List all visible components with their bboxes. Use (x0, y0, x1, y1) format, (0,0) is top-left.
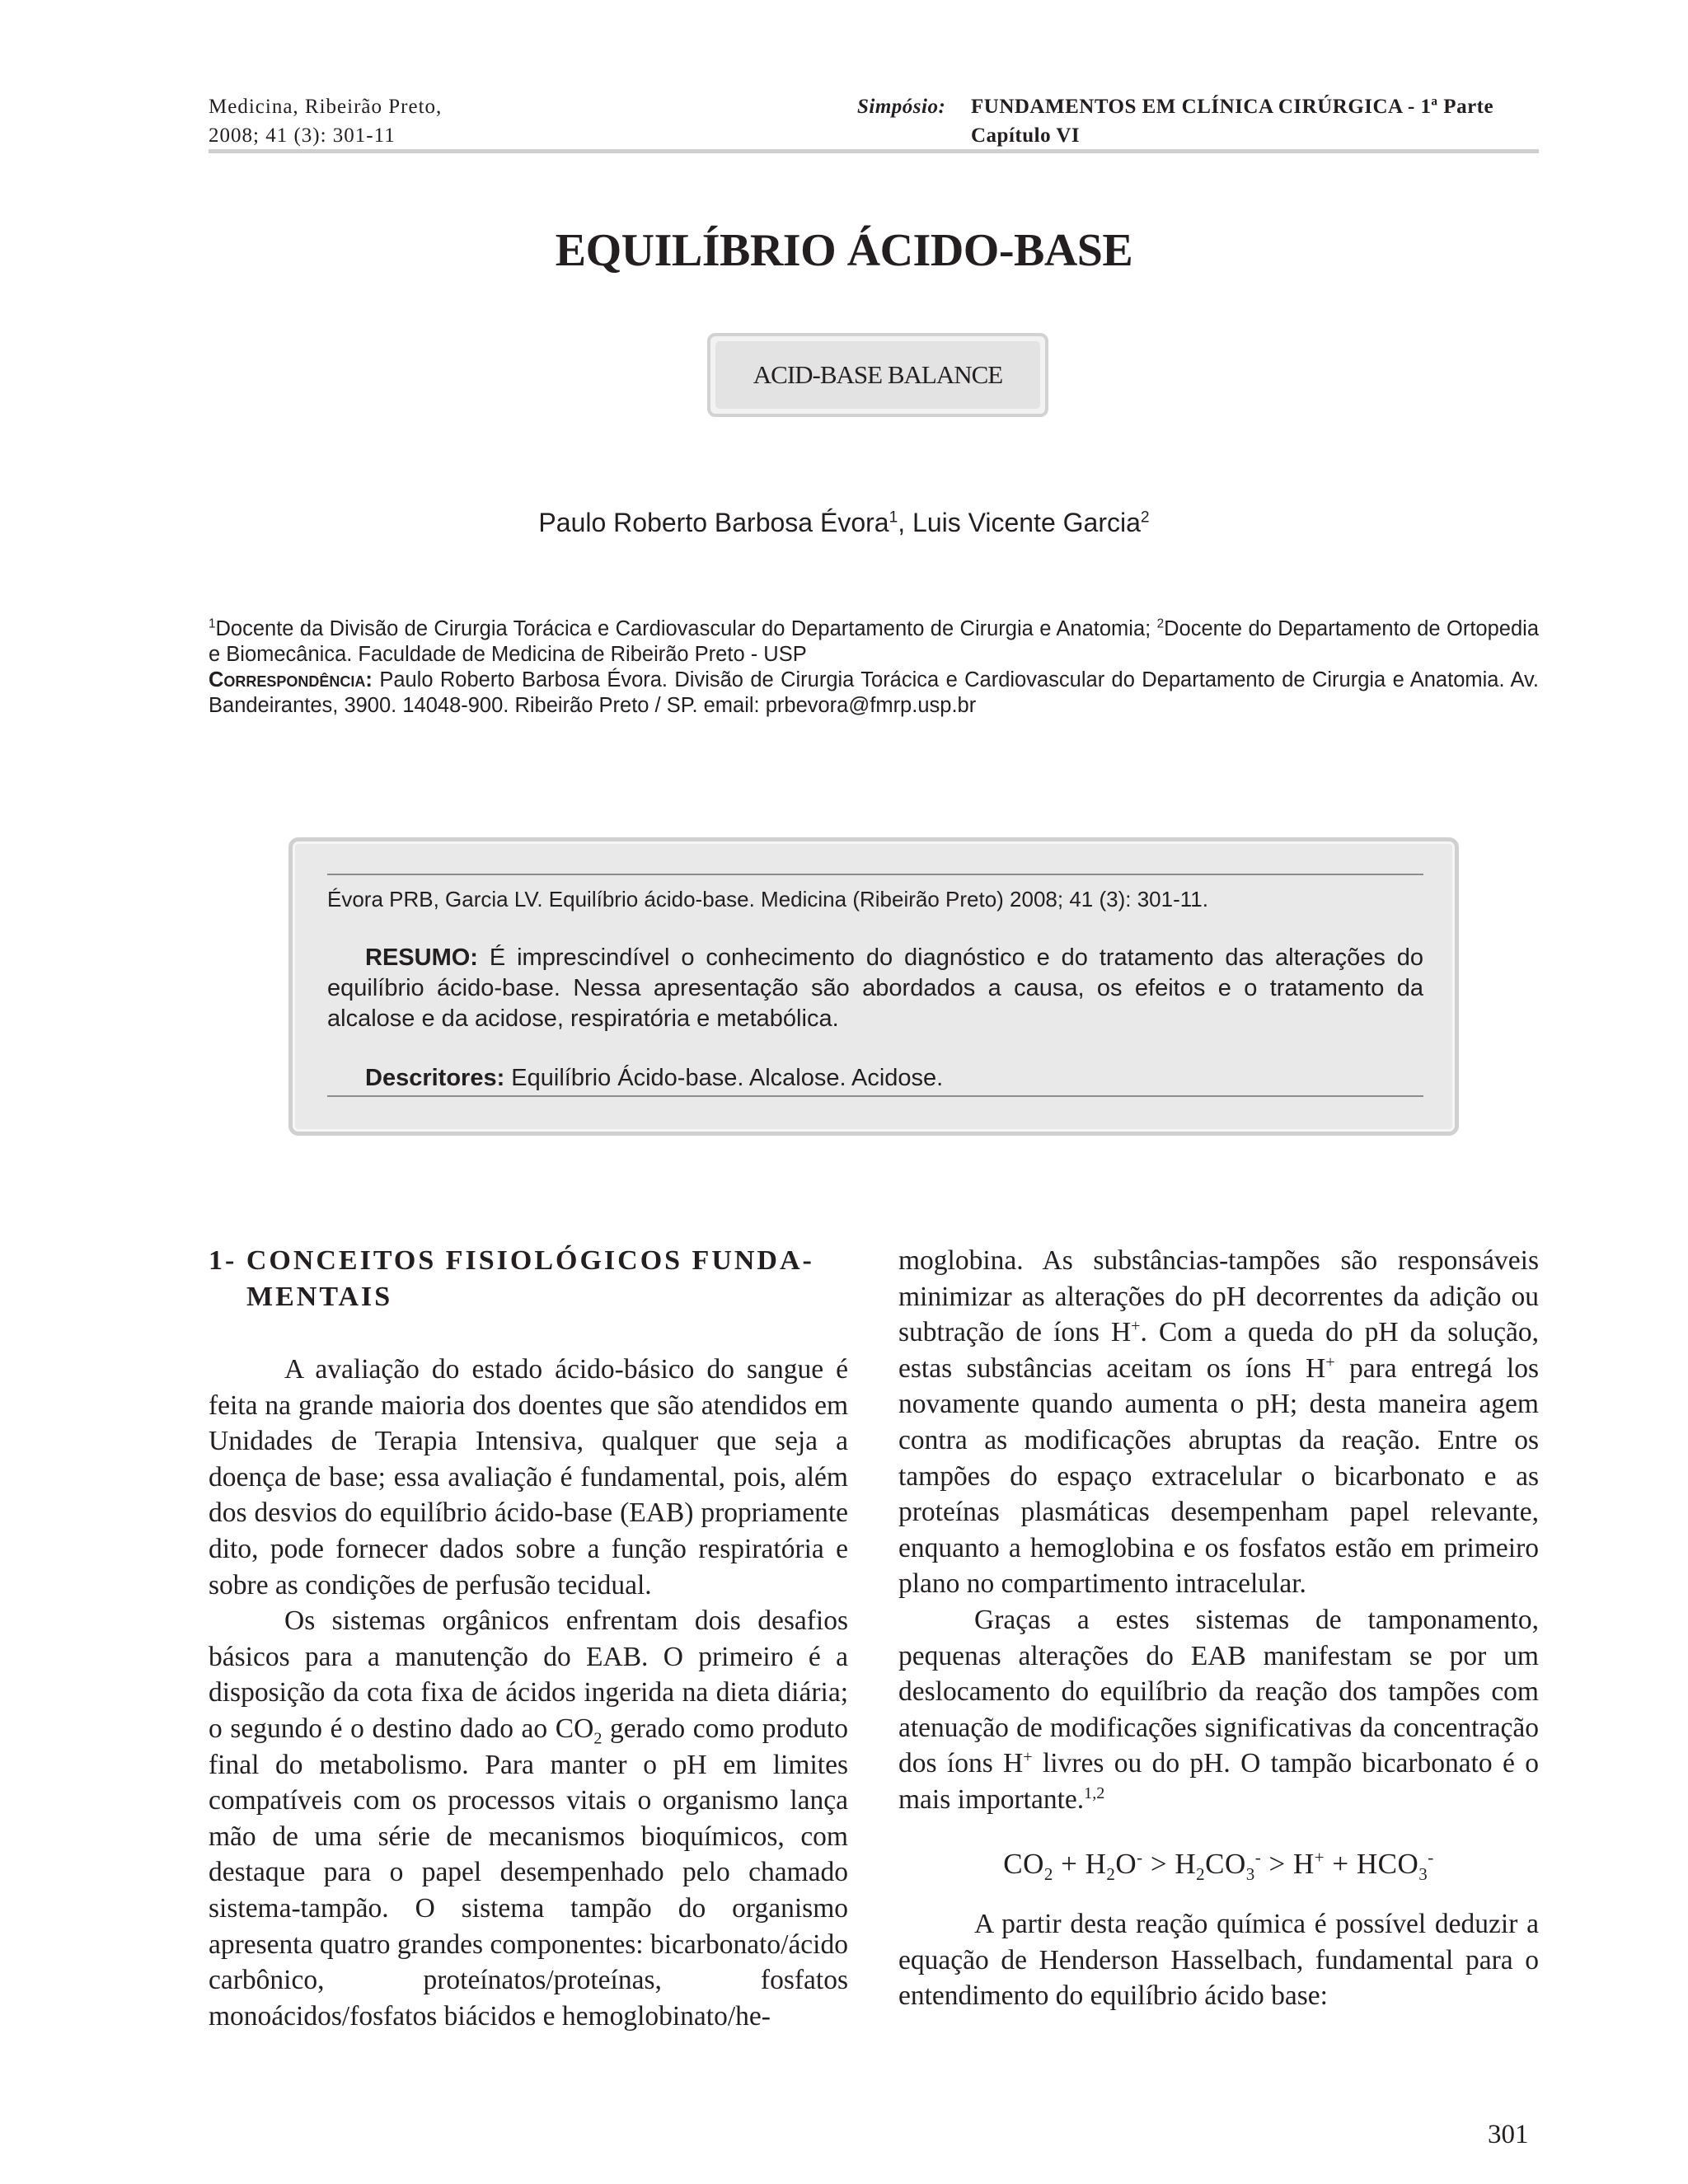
author-1: Paulo Roberto Barbosa Évora (538, 508, 889, 537)
abstract-keywords (327, 1063, 1423, 1094)
page-number: 301 (1488, 2120, 1529, 2149)
author-2: Luis Vicente Garcia (912, 508, 1141, 537)
descritores-label: Descritores: (365, 1065, 505, 1091)
author-list (0, 508, 1688, 538)
affil-marker-1: 1 (209, 616, 216, 631)
symposium-title: FUNDAMENTOS EM CLÍNICA CIRÚRGICA - 1ª Parte (971, 96, 1494, 118)
journal-line-2: 2008; 41 (3): 301-11 (209, 124, 396, 147)
reference-marker: 1,2 (1084, 1783, 1105, 1802)
body-column-left (209, 1352, 848, 2034)
correspondence-text: Paulo Roberto Barbosa Évora. Divisão de Cirurgia Torácica e Cardiovascular do Departamento de Cirurgia e Anatomia. Av. Bandeirantes, 3900. 14048-900. Ribeirão Preto / SP. email: prbevora@fmrp.usp.br (209, 668, 1539, 717)
descritores-text: Equilíbrio Ácido-base. Alcalose. Acidose. (504, 1065, 944, 1091)
resumo-text: É imprescindível o conhecimento do diagnóstico e do tratamento das alterações do equilíbrio ácido-base. Nessa apresentação são abordados a causa, os efeitos e o tratamento da alcalose e da acidose, respiratória e metabólica. (327, 944, 1423, 1032)
resumo-label: RESUMO: (365, 944, 478, 971)
body-column-right (898, 1243, 1539, 2014)
paragraph: Graças a estes sistemas de tamponamento, pequenas alterações do EAB manifestam se por um deslocamento do equilíbrio da reação dos tampões com atenuação de modificações significativas da concentração dos íons H+ livres ou do pH. O tampão bicarbonato é o mais importante.$^{1,2}$ (898, 1604, 1539, 1815)
affil-marker-2: 2 (1156, 616, 1165, 631)
chemical-equation: $CO_2 + H_2O^- > H_2CO_3^- > H^+ + HCO_3^-$ (1003, 1846, 1434, 1884)
chapter-label: Capítulo VI (971, 124, 1081, 147)
paragraph: A partir desta reação química é possível deduzir a equação de Henderson Hasselbach, fundamental para o entendimento do equilíbrio ácido base: (898, 1909, 1539, 2012)
author-separator: , (898, 508, 913, 537)
correspondence-label: Correspondência: (209, 668, 373, 691)
paragraph: moglobina. As substâncias-tampões são responsáveis minimizar as alterações do pH decorrentes da adição ou subtração de íons H+. Com a queda do pH da solução, estas substâncias aceitam os íons H+ para entregá los novamente quando aumenta o pH; desta maneira agem contra as modificações abruptas da reação. Entre os tampões do espaço extracelular o bicarbonato e as proteínas plasmáticas desempenham papel relevante, enquanto a hemoglobina e os fosfatos estão em primeiro plano no compartimento intracelular. (898, 1245, 1540, 1600)
english-title-box (707, 333, 1048, 417)
abstract-resumo (327, 943, 1423, 1034)
article-title: EQUILÍBRIO ÁCIDO-BASE (555, 225, 1133, 276)
author-1-affil: 1 (889, 509, 898, 527)
section-heading: 1- CONCEITOS FISIOLÓGICOS FUNDA- MENTAIS (209, 1245, 814, 1312)
symposium-label: Simpósio: (857, 96, 946, 118)
journal-info (209, 92, 442, 150)
author-2-affil: 2 (1140, 509, 1150, 527)
abstract-top-rule (327, 874, 1423, 875)
journal-line-1: Medicina, Ribeirão Preto, (209, 96, 443, 118)
header-divider (209, 149, 1539, 153)
english-title: ACID-BASE BALANCE (715, 341, 1040, 409)
abstract-bottom-rule (327, 1095, 1423, 1097)
affiliation-text: $^1$Docente da Divisão de Cirurgia Torácica e Cardiovascular do Departamento de Cirurgia e Anatomia; $^2$Docente do Departamento de Ortopedia e Biomecânica. Faculdade de Medicina de Ribeirão Preto - USP (209, 616, 1539, 666)
affiliations (209, 616, 1539, 719)
correspondence (209, 668, 1539, 719)
citation: Évora PRB, Garcia LV. Equilíbrio ácido-base. Medicina (Ribeirão Preto) 2008; 41 (3): 301-11. (327, 887, 1208, 912)
paragraph: A avaliação do estado ácido-básico do sangue é feita na grande maioria dos doentes que são atendidos em Unidades de Terapia Intensiva, qualquer que seja a doença de base; essa avaliação é fundamental, pois, além dos desvios do equilíbrio ácido-base (EAB) propriamente dito, pode fornecer dados sobre a função respiratória e sobre as condições de perfusão tecidual. (209, 1354, 848, 1601)
paragraph: Os sistemas orgânicos enfrentam dois desafios básicos para a manutenção do EAB. O primeiro é a disposição da cota fixa de ácidos ingerida na dieta diária; o segundo é o destino dado ao $CO_2$ gerado como produto final do metabolismo. Para manter o pH em limites compatíveis com os processos vitais o organismo lança mão de uma série de mecanismos bioquímicos, com destaque para o papel desempenhado pelo chamado sistema-tampão. O sistema tampão do organismo apresenta quatro grandes componentes: bicarbonato/ácido carbônico, proteínatos/proteínas, fosfatos monoácidos/fosfatos biácidos e hemoglobinato/he- (209, 1605, 848, 2032)
